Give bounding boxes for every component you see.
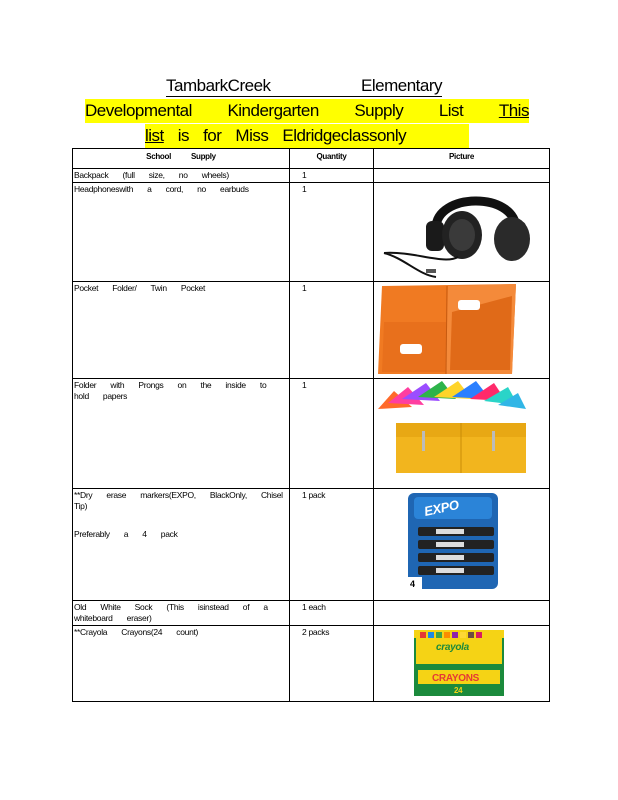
headphones-icon [374, 183, 547, 280]
heading-word: is [177, 126, 190, 145]
heading-word: List [438, 101, 464, 120]
crayons-count-text: 24 [454, 686, 463, 695]
heading-word: Kindergarten [227, 101, 319, 120]
prong-folders-icon [374, 379, 547, 487]
table-header-row [73, 149, 550, 169]
heading-word: list [145, 126, 164, 145]
supply-item-text: **Dry erase markers(EXPO, BlackOnly, Chisel Tip) [74, 490, 283, 511]
supply-picture [374, 169, 550, 183]
supply-picture [374, 379, 550, 489]
expo-markers-icon [374, 489, 547, 599]
supply-table [72, 148, 550, 702]
supply-quantity: 2 packs [290, 626, 374, 702]
supply-item: Backpack (full size, no wheels) [73, 169, 290, 183]
table-row [73, 379, 550, 489]
heading-word: Eldridgeclassonly [282, 126, 407, 145]
table-row [73, 489, 550, 601]
heading-word: This [498, 101, 529, 120]
table-row [73, 626, 550, 702]
supply-quantity: 1 each [290, 601, 374, 626]
column-header-picture: Picture [374, 149, 550, 169]
crayola-brand-text: crayola [436, 642, 469, 653]
supply-picture [374, 282, 550, 379]
supply-quantity: 1 [290, 282, 374, 379]
supply-item: Folder with Prongs on the inside to hold papers [73, 379, 290, 489]
table-row [73, 169, 550, 183]
supply-item: Old White Sock (This isinstead of a whiteboard eraser) [73, 601, 290, 626]
supply-quantity: 1 [290, 169, 374, 183]
supply-picture [374, 489, 550, 601]
school-title [166, 76, 442, 97]
school-title-left: TambarkCreek [166, 76, 271, 95]
column-header-quantity: Quantity [290, 149, 374, 169]
crayons-icon [374, 626, 547, 700]
supply-picture [374, 626, 550, 702]
pocket-folder-icon [374, 282, 547, 377]
supply-item: **Crayola Crayons(24 count) [73, 626, 290, 702]
heading-word: for [203, 126, 222, 145]
list-heading-line1 [85, 99, 529, 123]
supply-quantity: 1 [290, 379, 374, 489]
supply-item [73, 489, 290, 601]
supply-item: Pocket Folder/ Twin Pocket [73, 282, 290, 379]
heading-word: Developmental [85, 101, 192, 120]
table-row [73, 601, 550, 626]
pack-count-text: 4 [410, 579, 415, 589]
table-row [73, 183, 550, 282]
supply-quantity: 1 pack [290, 489, 374, 601]
heading-word: Supply [354, 101, 404, 120]
supply-picture [374, 601, 550, 626]
school-title-right: Elementary [361, 76, 442, 95]
supply-item: Headphoneswith a cord, no earbuds [73, 183, 290, 282]
expo-brand-text: EXPO [422, 496, 461, 519]
list-heading-line2 [145, 124, 469, 148]
heading-word: Miss [235, 126, 269, 145]
column-header-supply: School Supply [73, 149, 290, 169]
supply-quantity: 1 [290, 183, 374, 282]
crayons-label-text: CRAYONS [432, 673, 479, 684]
supply-item-note: Preferably a 4 pack [74, 529, 178, 539]
table-row [73, 282, 550, 379]
supply-picture [374, 183, 550, 282]
